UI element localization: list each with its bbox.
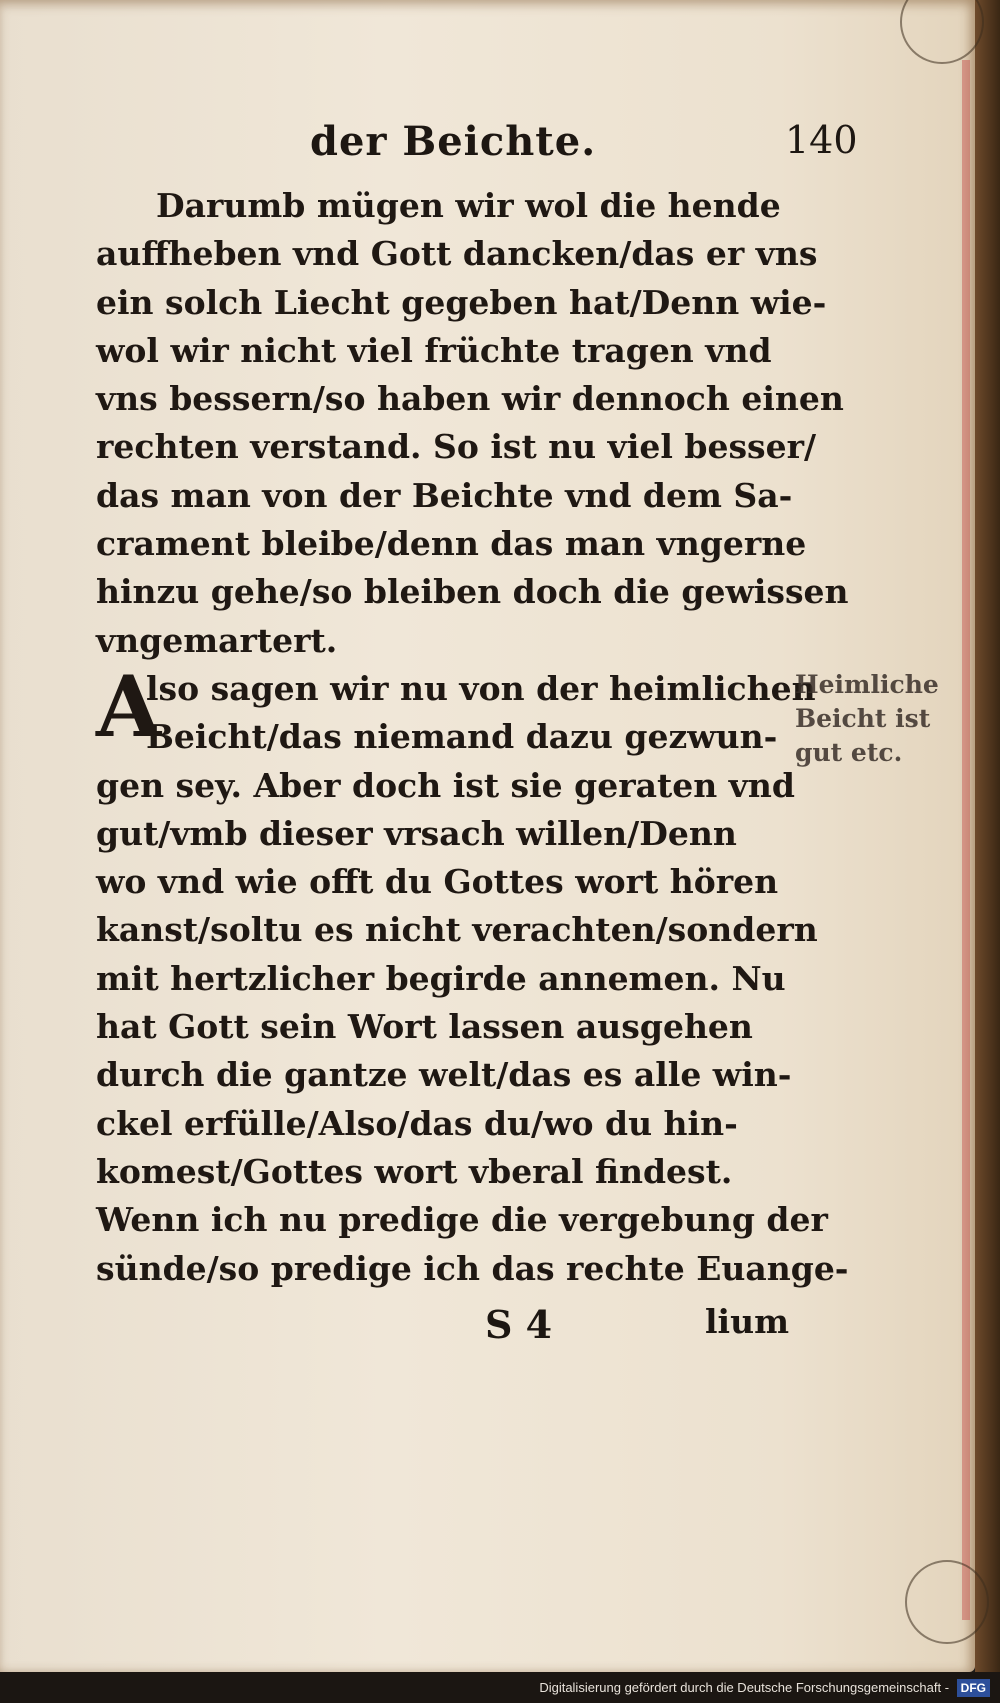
text-line: Beicht/das niemand dazu gezwun- [146,717,778,757]
credit-bar [0,1672,1000,1703]
text-line: hinzu gehe/so bleiben doch die gewissen [96,572,849,612]
dfg-logo: DFG [957,1679,990,1697]
text-line: sünde/so predige ich das rechte Euange- [96,1248,849,1288]
text-line: vns bessern/so haben wir dennoch einen [96,379,844,419]
marginal-note [795,668,955,770]
text-line: auffheben vnd Gott dancken/das er vns [96,234,818,274]
marginal-note-line: Heimliche [795,670,939,699]
text-line: kanst/soltu es nicht verachten/sondern [96,910,818,950]
initial-letter: A [96,656,162,756]
initial-paragraph [96,656,816,762]
text-line: ckel erfülle/Also/das du/wo du hin- [96,1103,738,1143]
text-line: gut/vmb dieser vrsach willen/Denn [96,813,737,853]
text-line: vngemartert. [96,620,338,660]
text-line: lso sagen wir nu von der heimlichen [146,668,816,708]
catchword: lium [705,1302,789,1341]
text-line: crament bleibe/denn das man vngerne [96,524,807,564]
text-line: Darumb mügen wir wol die hende [156,186,781,225]
running-head: der Beichte. [310,118,597,165]
text-line: komest/Gottes wort vberal findest. [96,1151,733,1191]
text-line: rechten verstand. So ist nu viel besser/ [96,427,817,467]
marginal-note-line: Beicht ist [795,704,931,733]
text-line: wo vnd wie offt du Gottes wort hören [96,862,779,902]
text-line: ein solch Liecht gegeben hat/Denn wie- [96,282,827,322]
page-number: 140 [785,118,858,162]
signature-mark: S 4 [485,1302,553,1347]
text-line: wol wir nicht viel früchte tragen vnd [96,330,772,370]
marginal-note-line: gut etc. [795,738,903,767]
corner-mark-bottom [905,1560,989,1644]
text-line: Wenn ich nu predige die vergebung der [96,1200,828,1240]
text-line: hat Gott sein Wort lassen ausgehen [96,1007,753,1047]
text-line: durch die gantze welt/das es alle win- [96,1055,792,1095]
text-line: das man von der Beichte vnd dem Sa- [96,475,793,515]
page-edge-red [962,60,970,1620]
book-edge [975,0,1000,1672]
text-line: gen sey. Aber doch ist sie geraten vnd [96,765,795,805]
text-line: mit hertzlicher begirde annemen. Nu [96,958,786,998]
credit-text: Digitalisierung gefördert durch die Deutsche Forschungsgemeinschaft - [539,1680,950,1695]
